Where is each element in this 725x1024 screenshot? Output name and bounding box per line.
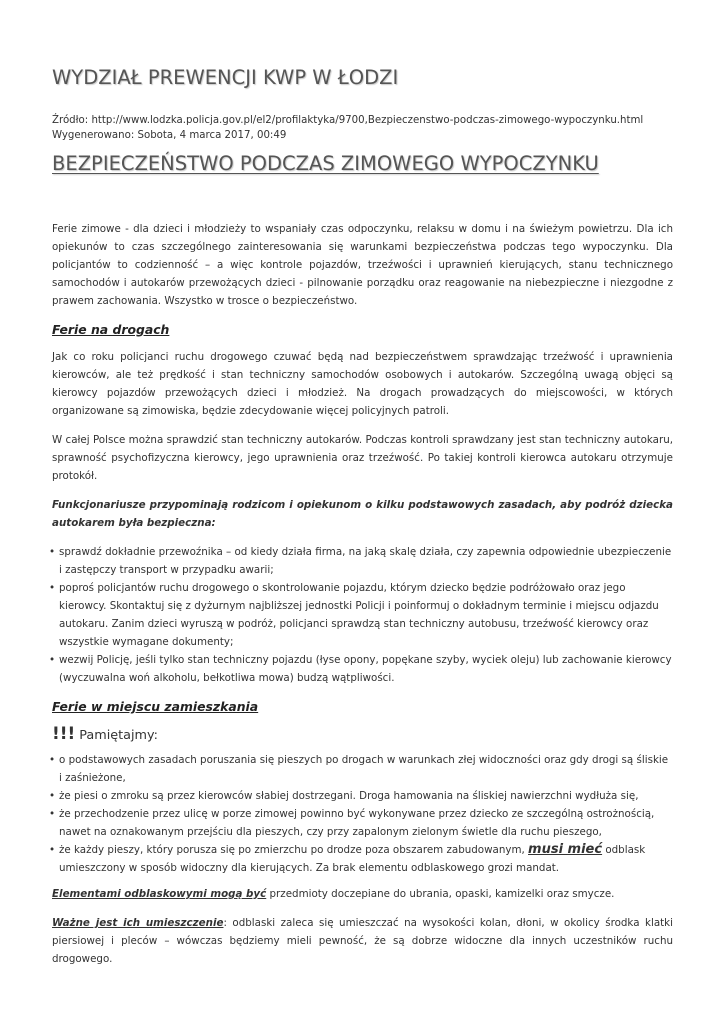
remember-line (52, 725, 673, 745)
reminder-paragraph: Funkcjonariusze przypominają rodzicom i opiekunom o kilku podstawowych zasadach, aby podróż dziecka autokarem była bezpieczna: (52, 499, 673, 529)
roads-bullet-list (52, 543, 673, 687)
intro-paragraph: Ferie zimowe - dla dzieci i młodzieży to wspaniały czas odpoczynku, relaksu w domu i na świeżym powietrzu. Dla ich opiekunów to czas szczególnego zainteresowania się warunkami bezpieczeństwa podczas tego wypoczynku. Dla policjantów to codzienność – a więc kontrole pojazdów, trzeźwości i uprawnień kierujących, stanu technicznego samochodów i autokarów przewożących dzieci - pilnowanie porządku oraz reagowanie na niebezpieczne i niezgodne z prawem zachowania. Wszystko w trosce o bezpieczeństwo. (52, 223, 673, 307)
site-title: WYDZIAŁ PREWENCJI KWP W ŁODZI (52, 66, 399, 89)
placement-paragraph (52, 914, 673, 968)
section-heading-home: Ferie w miejscu zamieszkania (52, 699, 259, 714)
must-have-emphasis: musi mieć (528, 842, 603, 857)
list-item: • o podstawowych zasadach poruszania się pieszych po drogach w warunkach złej widoczności oraz gdy drogi są śliskie i zaśnieżone, (52, 751, 673, 787)
reflective-label: Elementami odblaskowymi mogą być (52, 888, 267, 900)
placement-label: Ważne jest ich umieszczenie (52, 917, 224, 929)
reflective-text: przedmioty doczepiane do ubrania, opaski, kamizelki oraz smycze. (266, 888, 615, 900)
list-item: • że przechodzenie przez ulicę w porze zimowej powinno być wykonywane przez dziecko ze szczególną ostrożnością, nawet na oznakowanym przejściu dla pieszych, czy przy zapalonym zielonym świetle dla ruchu pieszego, (52, 805, 673, 841)
reflective-elements-paragraph (52, 885, 673, 903)
bullet-text: odblask umieszczony w sposób widoczny dla kierujących. Za brak elementu odblaskowego grozi mandat. (59, 844, 646, 874)
source-url: Źródło: http://www.lodzka.policja.gov.pl/el2/profilaktyka/9700,Bezpieczenstwo-podczas-zimowego-wypoczynku.html (52, 115, 644, 126)
exclamation-marks: !!! (52, 724, 76, 744)
source-meta (52, 113, 643, 143)
home-bullet-list (52, 751, 673, 877)
list-item: • sprawdź dokładnie przewoźnika – od kiedy działa firma, na jaką skalę działa, czy zapewnia odpowiednie ubezpieczenie i zastępczy transport w przypadku awarii; (52, 543, 673, 579)
roads-paragraph-1: Jak co roku policjanci ruchu drogowego czuwać będą nad bezpieczeństwem sprawdzając trzeźwość i uprawnienia kierowców, ale też prędkość i stan techniczny samochodów osobowych i autokarów. Szczególną uwagą objęci są kierowcy pojazdów przewożących dzieci i młodzież. Na drogach prowadzących do miejscowości, w których organizowane są zimowiska, będzie zdecydowanie więcej policyjnych patroli. (52, 351, 673, 417)
roads-paragraph-2: W całej Polsce można sprawdzić stan techniczny autokarów. Podczas kontroli sprawdzany jest stan techniczny autokaru, sprawność psychofizyczna kierowcy, jego uprawnienia oraz trzeźwość. Po takiej kontroli kierowca autokaru otrzymuje protokół. (52, 434, 673, 482)
list-item: • że piesi o zmroku są przez kierowców słabiej dostrzegani. Droga hamowania na śliskiej nawierzchni wydłuża się, (52, 787, 673, 805)
article-title: BEZPIECZEŃSTWO PODCZAS ZIMOWEGO WYPOCZYNKU (52, 152, 599, 175)
section-heading-roads: Ferie na drogach (52, 322, 170, 337)
list-item: • poproś policjantów ruchu drogowego o skontrolowanie pojazdu, którym dziecko będzie podróżowało oraz jego kierowcy. Skontaktuj się z dyżurnym najbliższej jednostki Policji i poinformuj o dokładnym terminie i miejscu odjazdu autokaru. Zanim dzieci wyruszą w podróż, policjanci sprawdzą stan techniczny autobusu, trzeźwość kierowcy oraz wszystkie wymagane dokumenty; (52, 579, 673, 651)
list-item: • wezwij Policję, jeśli tylko stan techniczny pojazdu (łyse opony, popękane szyby, wyciek oleju) lub zachowanie kierowcy (wyczuwalna woń alkoholu, bełkotliwa mowa) budzą wątpliwości. (52, 651, 673, 687)
placement-text: : odblaski zaleca się umieszczać na wysokości kolan, dłoni, w okolicy środka klatki piersiowej i pleców – wówczas będziemy mieli pewność, że są dobrze widoczne dla innych uczestników ruchu drogowego. (52, 917, 673, 965)
generated-date: Wygenerowano: Sobota, 4 marca 2017, 00:49 (52, 130, 287, 141)
list-item (52, 841, 673, 877)
article-body (52, 220, 673, 979)
remember-label: Pamiętajmy: (79, 728, 158, 743)
bullet-text: że każdy pieszy, który porusza się po zmierzchu po drodze poza obszarem zabudowanym, (59, 844, 529, 856)
